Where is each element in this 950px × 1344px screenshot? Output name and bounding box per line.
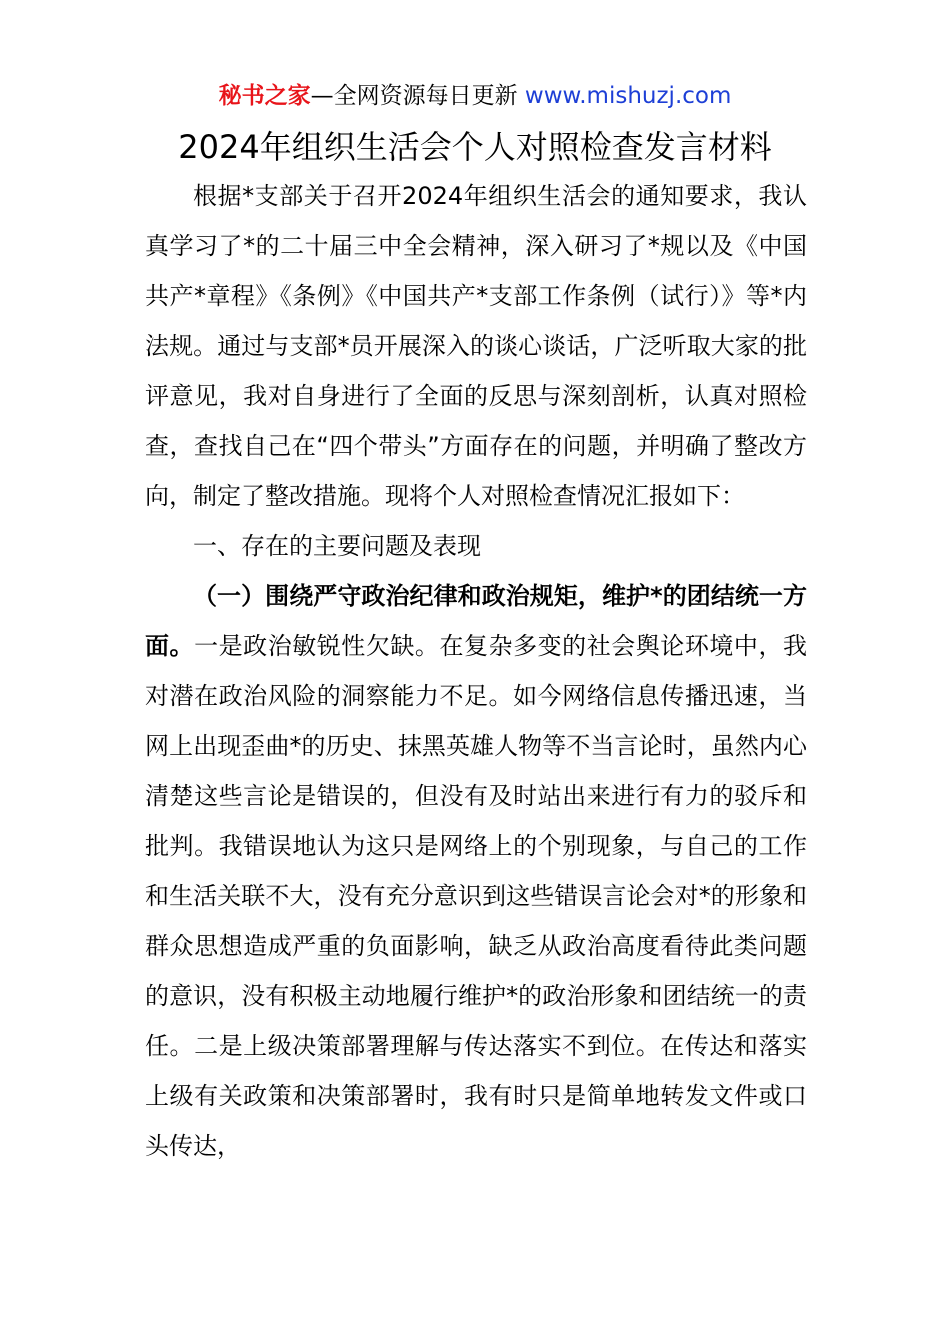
intro-paragraph: 根据*支部关于召开2024年组织生活会的通知要求，我认真学习了*的二十届三中全会精神，深入研习了*规以及《中国共产*章程》《条例》《中国共产*支部工作条例（试行）》等*内法规。通过与支部*员开展深入的谈心谈话，广泛听取大家的批评意见，我对自身进行了全面的反思与深刻剖析，认真对照检查，查找自己在“四个带头”方面存在的问题，并明确了整改方向，制定了整改措施。现将个人对照检查情况汇报如下： (145, 182, 807, 510)
subsection-body: 一是政治敏锐性欠缺。在复杂多变的社会舆论环境中，我对潜在政治风险的洞察能力不足。如今网络信息传播迅速，当网上出现歪曲*的历史、抹黑英雄人物等不当言论时，虽然内心清楚这些言论是错误的，但没有及时站出来进行有力的驳斥和批判。我错误地认为这只是网络上的个别现象，与自己的工作和生活关联不大，没有充分意识到这些错误言论会对*的形象和群众思想造成严重的负面影响，缺乏从政治高度看待此类问题的意识，没有积极主动地履行维护*的政治形象和团结统一的责任。二是上级决策部署理解与传达落实不到位。在传达和落实上级有关政策和决策部署时，我有时只是简单地转发文件或口头传达， (145, 632, 807, 1160)
section-heading: 一、存在的主要问题及表现 (193, 532, 481, 560)
site-url-link[interactable]: www.mishuzj.com (524, 83, 732, 109)
subsection-heading: （一）围绕严守政治纪律和政治规矩，维护*的团结统一方面。 (145, 582, 807, 660)
site-header (0, 80, 950, 112)
document-body (145, 171, 807, 1171)
brand-name: 秘书之家 (218, 83, 311, 109)
subsection-paragraph (145, 571, 807, 1171)
header-tagline: —全网资源每日更新 (310, 83, 525, 109)
document-title: 2024年组织生活会个人对照检查发言材料 (178, 128, 772, 166)
